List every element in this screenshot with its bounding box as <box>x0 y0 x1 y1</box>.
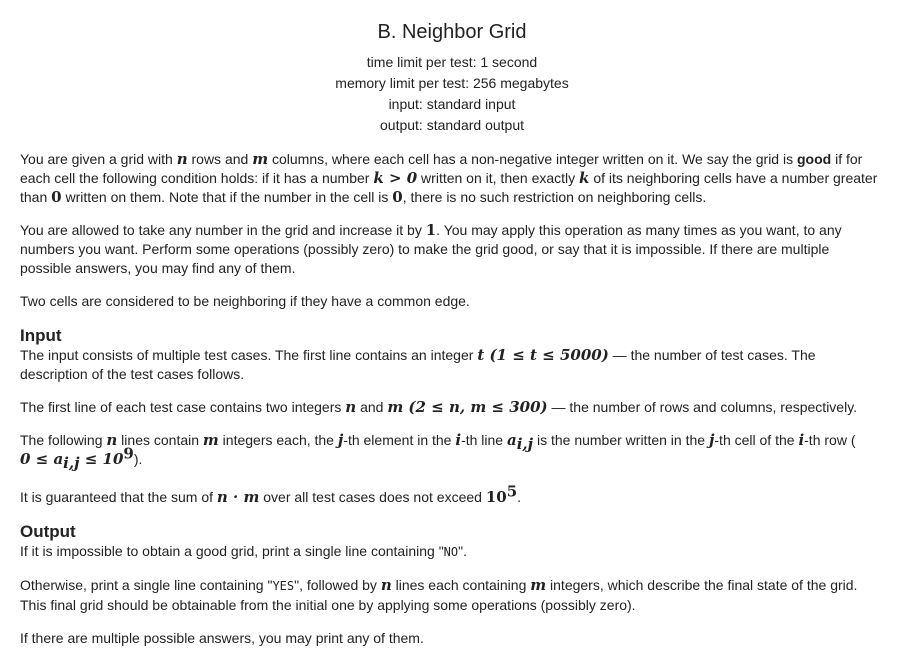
time-limit: time limit per test: 1 second <box>366 54 538 70</box>
input-paragraph-2: The first line of each test case contains two integers n and m (2 ≤ n, m ≤ 300) — the number of rows and columns, respectively. <box>20 398 858 416</box>
problem-header <box>20 0 884 136</box>
input-paragraph-4: It is guaranteed that the sum of n · m over all test cases does not exceed $10^5$. <box>20 482 522 506</box>
input-paragraph-3: The following n lines contain m integers each, the j-th element in the i-th line $a_{i,j}$ is the number written in the j-th cell of the i-th row ( $0 \le a_{i,j} \le 10^9$). <box>20 431 856 472</box>
output-spec: output: standard output <box>380 117 524 133</box>
output-paragraph-1: If it is impossible to obtain a good grid, print a single line containing "NO". <box>20 543 467 559</box>
statement-paragraph-2: You are allowed to take any number in the grid and increase it by 1. You may apply this operation as many times as you want, to any numbers you want. Perform some operations (possibly zero) to make the grid good, or say that it is impossible. If there are multiple possible answers, you may find any of them. <box>20 221 842 276</box>
input-section-title: Input <box>20 326 62 345</box>
statement-paragraph-3: Two cells are considered to be neighboring if they have a common edge. <box>20 293 470 309</box>
memory-limit: memory limit per test: 256 megabytes <box>335 75 569 91</box>
output-section-title: Output <box>20 522 76 541</box>
good-term: good <box>796 151 832 167</box>
output-paragraph-2: Otherwise, print a single line containing "YES", followed by n lines each containing m integers, which describe the final state of the grid. This final grid should be obtainable from the initial one by applying some operations (possibly zero). <box>20 576 858 613</box>
input-spec: input: standard input <box>388 96 516 112</box>
problem-title: B. Neighbor Grid <box>377 21 527 43</box>
input-paragraph-1: The input consists of multiple test cases. The first line contains an integer t (1 ≤ t ≤ 5000) — the number of test cases. The description of the test cases follows. <box>20 346 816 382</box>
statement-paragraph-1: You are given a grid with n rows and m columns, where each cell has a non-negative integer written on it. We say the grid is good if for each cell the following condition holds: if it has a number k > 0 written on it, then exactly k of its neighboring cells have a number greater than 0 written on them. Note that if the number in the cell is 0, there is no such restriction on neighboring cells. <box>20 150 878 206</box>
output-paragraph-3: If there are multiple possible answers, you may print any of them. <box>20 630 424 646</box>
